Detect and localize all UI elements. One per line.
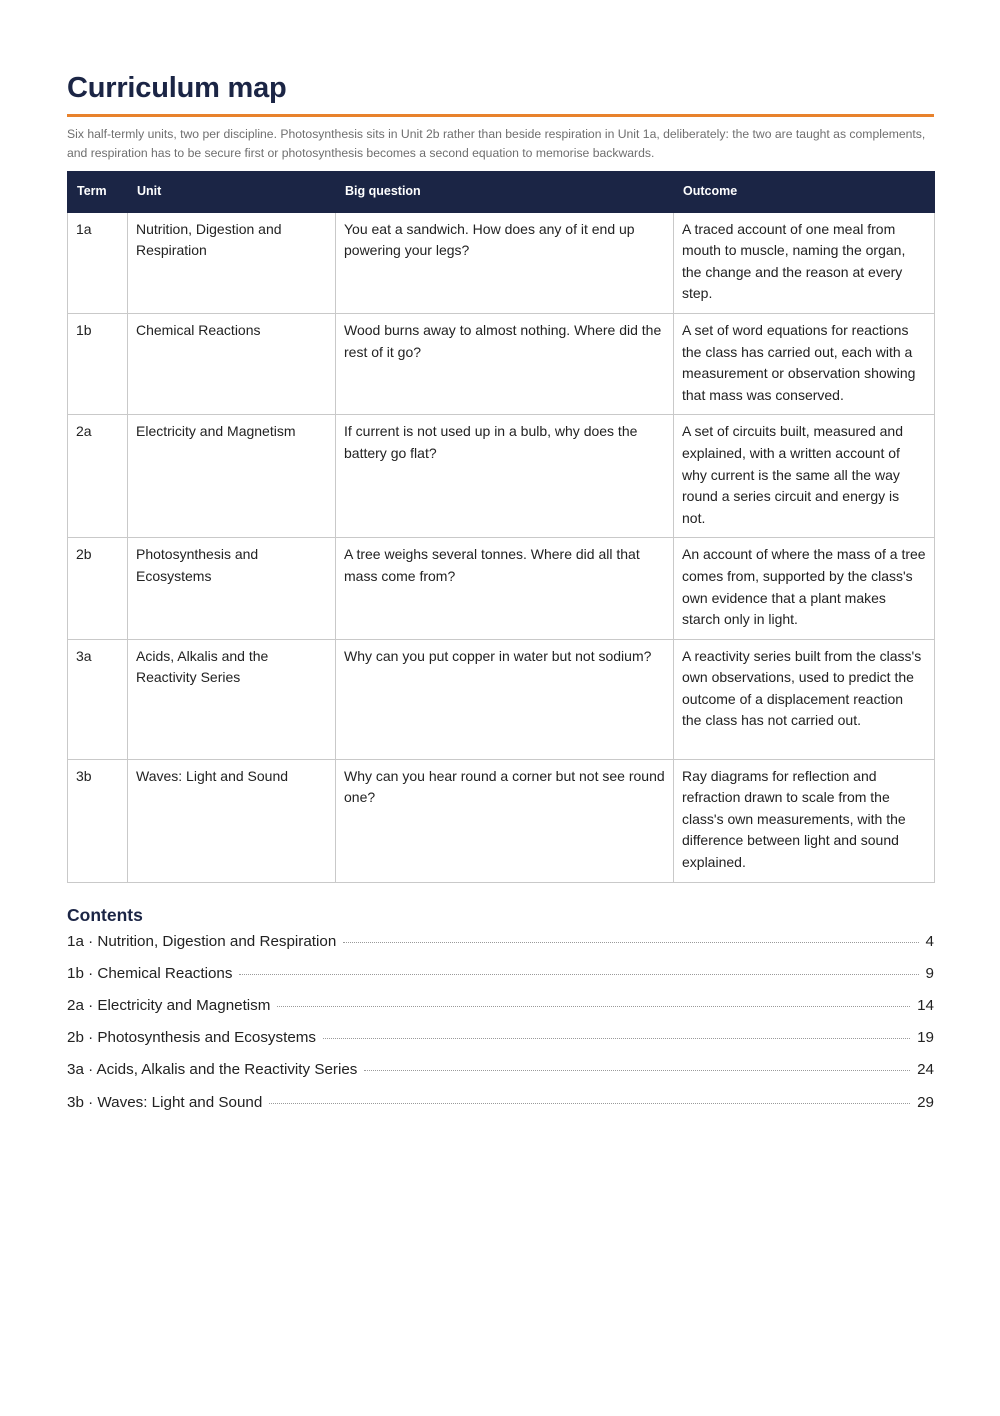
header-term: Term [68,172,128,213]
cell-term: 3b [68,759,128,882]
cell-unit: Waves: Light and Sound [128,759,336,882]
header-unit: Unit [128,172,336,213]
toc-entry[interactable] [67,1061,934,1093]
cell-question: Wood burns away to almost nothing. Where did the rest of it go? [336,313,674,414]
page-title: Curriculum map [67,72,287,104]
toc-entry[interactable] [67,965,934,997]
cell-unit: Nutrition, Digestion and Respiration [128,212,336,313]
toc-entry-page: 9 [925,964,934,982]
contents-heading: Contents [67,904,143,925]
cell-outcome: A set of circuits built, measured and explained, with a written account of why current is the same all the way round a series circuit and energy is not. [674,415,935,538]
cell-term: 2a [68,415,128,538]
table-row [68,212,935,313]
cell-question: If current is not used up in a bulb, why does the battery go flat? [336,415,674,538]
cell-question: You eat a sandwich. How does any of it end up powering your legs? [336,212,674,313]
table-header-row [68,172,935,213]
toc-entry-label: 3b · Waves: Light and Sound [67,1093,263,1111]
header-outcome: Outcome [674,172,935,213]
cell-outcome: A set of word equations for reactions the class has carried out, each with a measurement or observation showing that mass was conserved. [674,313,935,414]
toc-entry-page: 29 [917,1093,934,1111]
toc-entry-label: 1b · Chemical Reactions [67,964,233,982]
toc-entry-label: 2a · Electricity and Magnetism [67,997,271,1015]
cell-unit: Acids, Alkalis and the Reactivity Series [128,639,336,759]
table-row [68,313,935,414]
toc-entry[interactable] [67,1094,934,1126]
toc-leader-dots [323,1038,910,1039]
cell-unit: Photosynthesis and Ecosystems [128,538,336,639]
table-row [68,639,935,759]
table-of-contents [67,933,934,1126]
cell-outcome: A traced account of one meal from mouth to muscle, naming the organ, the change and the reason at every step. [674,212,935,313]
toc-entry-label: 1a · Nutrition, Digestion and Respiration [67,932,337,950]
toc-entry[interactable] [67,933,934,965]
cell-term: 2b [68,538,128,639]
cell-outcome: Ray diagrams for reflection and refraction drawn to scale from the class's own measurements, with the difference between light and sound explained. [674,759,935,882]
curriculum-table [67,171,935,883]
table-row [68,538,935,639]
toc-entry-page: 4 [925,932,934,950]
cell-question: Why can you hear round a corner but not see round one? [336,759,674,882]
toc-entry-page: 24 [917,1061,934,1079]
toc-entry-page: 19 [917,1029,934,1047]
table-row [68,759,935,882]
toc-entry[interactable] [67,1029,934,1061]
title-underline [67,114,934,117]
cell-term: 3a [68,639,128,759]
toc-leader-dots [269,1103,910,1104]
cell-outcome: A reactivity series built from the class's own observations, used to predict the outcome of a displacement reaction the class has not carried out. [674,639,935,759]
intro-text: Six half-termly units, two per discipline. Photosynthesis sits in Unit 2b rather than beside respiration in Unit 1a, deliberately: the two are taught as complements, and respiration has to be secure first or photosynthesis becomes a second equation to memorise backwards. [67,127,926,160]
cell-term: 1b [68,313,128,414]
toc-entry-label: 2b · Photosynthesis and Ecosystems [67,1029,317,1047]
toc-leader-dots [239,974,918,975]
cell-question: A tree weighs several tonnes. Where did all that mass come from? [336,538,674,639]
cell-question: Why can you put copper in water but not sodium? [336,639,674,759]
header-big-question: Big question [336,172,674,213]
toc-entry[interactable] [67,997,934,1029]
toc-entry-page: 14 [917,997,934,1015]
cell-unit: Electricity and Magnetism [128,415,336,538]
cell-outcome: An account of where the mass of a tree comes from, supported by the class's own evidence that a plant makes starch only in light. [674,538,935,639]
cell-term: 1a [68,212,128,313]
toc-entry-label: 3a · Acids, Alkalis and the Reactivity Series [67,1061,358,1079]
table-row [68,415,935,538]
toc-leader-dots [277,1006,910,1007]
toc-leader-dots [343,942,918,943]
toc-leader-dots [364,1070,910,1071]
cell-unit: Chemical Reactions [128,313,336,414]
